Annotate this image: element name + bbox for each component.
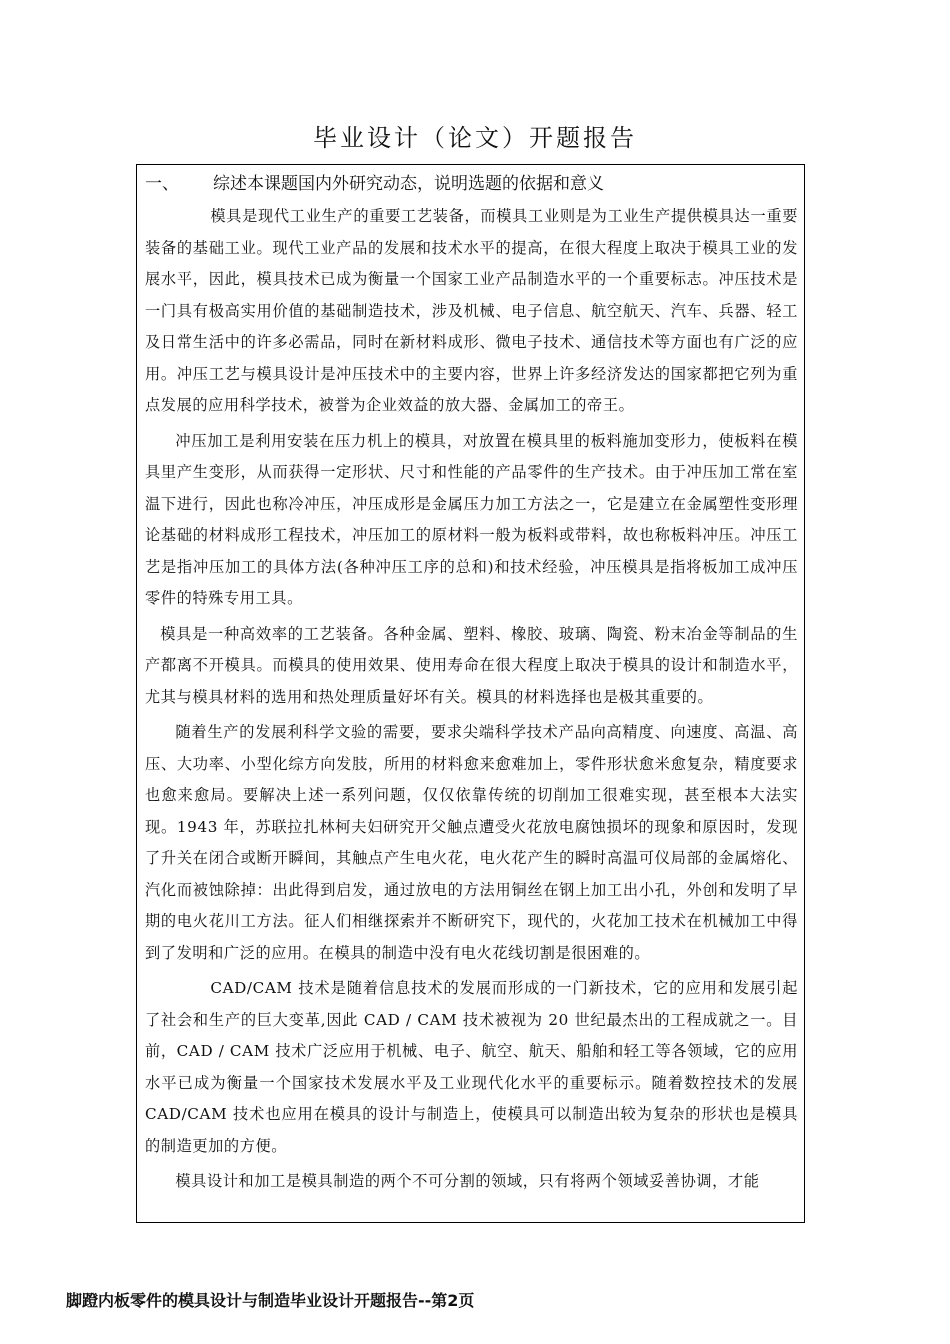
paragraph-5: CAD/CAM 技术是随着信息技术的发展而形成的一门新技术，它的应用和发展引起了社会和生产的巨大变革,因此 CAD / CAM 技术被视为 20 世纪最杰出的工程成就之一。目前，CAD / CAM 技术广泛应用于机械、电子、航空、航天、船舶和轻工等各领域，它的应用水平已成为衡量一个国家技术发展水平及工业现代化水平的重要标示。随着数控技术的发展 CAD/CAM 技术也应用在模具的设计与制造上，使模具可以制造出较为复杂的形状也是模具的制造更加的方便。 <box>145 979 798 1155</box>
report-content-box <box>136 164 805 1223</box>
paragraph-1: 模具是现代工业生产的重要工艺装备，而模具工业则是为工业生产提供模具达一重要装备的基础工业。现代工业产品的发展和技术水平的提高，在很大程度上取决于模具工业的发展水平，因此，模具技术已成为衡量一个国家工业产品制造水平的一个重要标志。冲压技术是一门具有极高实用价值的基础制造技术，涉及机械、电子信息、航空航天、汽车、兵器、轻工及日常生活中的许多必需品，同时在新材料成形、微电子技术、通信技术等方面也有广泛的应用。冲压工艺与模具设计是冲压技术中的主要内容，世界上许多经济发达的国家都把它列为重点发展的应用科学技术，被誉为企业效益的放大器、金属加工的帝王。 <box>145 207 798 414</box>
page-footer: 脚蹬内板零件的模具设计与制造毕业设计开题报告--第2页 <box>66 1291 475 1310</box>
paragraph-6: 模具设计和加工是模具制造的两个不可分割的领域，只有将两个领域妥善协调，才能 <box>175 1172 760 1190</box>
paragraph-3: 模具是一种高效率的工艺装备。各种金属、塑料、橡胶、玻璃、陶瓷、粉末冶金等制品的生产都离不开模具。而模具的使用效果、使用寿命在很大程度上取决于模具的设计和制造水平，尤其与模具材料的选用和热处理质量好坏有关。模具的材料选择也是极其重要的。 <box>145 624 798 706</box>
section-heading <box>145 169 798 199</box>
section-number: 一、 <box>145 174 179 194</box>
paragraph-4: 随着生产的发展利科学文验的需要，要求尖端科学技术产品向高精度、向速度、高温、高压、大功率、小型化综方向发肢，所用的材料愈来愈难加上，零件形状愈米愈复杂，精度要求也愈来愈局。要解决上述一系列问题，仅仅依靠传统的切削加工很难实现，甚至根本大法实现。1943 年，苏联拉扎林柯夫妇研究开父触点遭受火花放电腐蚀损坏的现象和原因时，发现了升关在闭合或断开瞬间，其触点产生电火花，电火花产生的瞬时高温可仪局部的金属熔化、汽化而被蚀除掉：出此得到启发，通过放电的方法用铜丝在钢上加工出小孔，外创和发明了早期的电火花川工方法。征人们相继探索并不断研究下，现代的，火花加工技术在机械加工中得到了发明和广泛的应用。在模具的制造中没有电火花线切割是很困难的。 <box>145 723 798 962</box>
page-title: 毕业设计（论文）开题报告 <box>313 124 637 152</box>
paragraph-2: 冲压加工是利用安装在压力机上的模具，对放置在模具里的板料施加变形力，使板料在模具里产生变形，从而获得一定形状、尺寸和性能的产品零件的生产技术。由于冲压加工常在室温下进行，因此也称冷冲压，冲压成形是金属压力加工方法之一，它是建立在金属塑性变形理论基础的材料成形工程技术，冲压加工的原材料一般为板料或带料，故也称板料冲压。冲压工艺是指冲压加工的具体方法(各种冲压工序的总和)和技术经验，冲压模具是指将板加工成冲压零件的特殊专用工具。 <box>145 431 798 607</box>
section-heading-text: 综述本课题国内外研究动态，说明选题的依据和意义 <box>213 174 604 194</box>
